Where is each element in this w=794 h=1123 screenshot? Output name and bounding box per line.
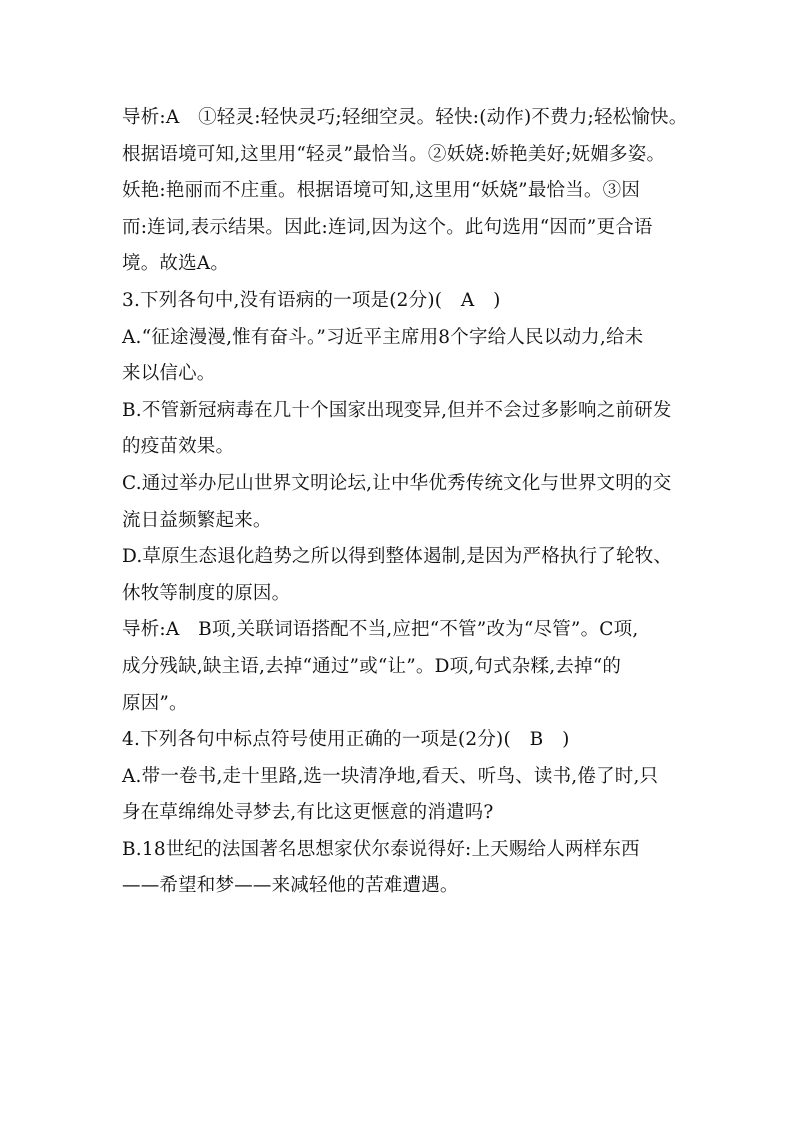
analysis-q2-line-5: 境。故选A。 — [122, 253, 230, 275]
q3-option-b-line-1: B.不管新冠病毒在几十个国家出现变异,但并不会过多影响之前研发 — [122, 399, 672, 421]
analysis-q3-line-3: 原因”。 — [122, 692, 188, 714]
analysis-q2-line-3: 妖艳:艳丽而不庄重。根据语境可知,这里用“妖娆”最恰当。③因 — [122, 180, 641, 202]
question-4-stem: 4.下列各句中标点符号使用正确的一项是(2分)( B ) — [122, 729, 570, 751]
analysis-q2-line-2: 根据语境可知,这里用“轻灵”最恰当。②妖娆:娇艳美好;妩媚多姿。 — [122, 143, 666, 165]
q3-option-a-line-1: A.“征途漫漫,惟有奋斗。”习近平主席用8个字给人民以动力,给未 — [122, 326, 644, 348]
analysis-q3-line-2: 成分残缺,缺主语,去掉“通过”或“让”。D项,句式杂糅,去掉“的 — [122, 655, 622, 677]
analysis-q3-line-1: 导析:A B项,关联词语搭配不当,应把“不管”改为“尽管”。C项, — [122, 619, 639, 641]
q3-option-c-line-2: 流日益频繁起来。 — [122, 509, 272, 531]
document-body — [122, 100, 688, 905]
q3-option-c-line-1: C.通过举办尼山世界文明论坛,让中华优秀传统文化与世界文明的交 — [122, 472, 672, 494]
q4-option-a-line-2: 身在草绵绵处寻梦去,有比这更惬意的消遣吗? — [122, 802, 494, 824]
q3-option-b-line-2: 的疫苗效果。 — [122, 436, 235, 458]
q3-option-d-line-2: 休牧等制度的原因。 — [122, 582, 291, 604]
analysis-q2-line-1: 导析:A ①轻灵:轻快灵巧;轻细空灵。轻快:(动作)不费力;轻松愉快。 — [122, 107, 688, 128]
question-3-stem: 3.下列各句中,没有语病的一项是(2分)( A ) — [122, 289, 501, 311]
q3-option-a-line-2: 来以信心。 — [122, 363, 216, 385]
q4-option-b-line-2: ——希望和梦——来减轻他的苦难遭遇。 — [122, 875, 459, 897]
q4-option-a-line-1: A.带一卷书,走十里路,选一块清净地,看天、听鸟、读书,倦了时,只 — [122, 765, 659, 787]
analysis-q2-line-4: 而:连词,表示结果。因此:连词,因为这个。此句选用“因而”更合语 — [122, 216, 653, 238]
q4-option-b-line-1: B.18世纪的法国著名思想家伏尔泰说得好:上天赐给人两样东西 — [122, 838, 640, 860]
q3-option-d-line-1: D.草原生态退化趋势之所以得到整体遏制,是因为严格执行了轮牧、 — [122, 546, 673, 568]
